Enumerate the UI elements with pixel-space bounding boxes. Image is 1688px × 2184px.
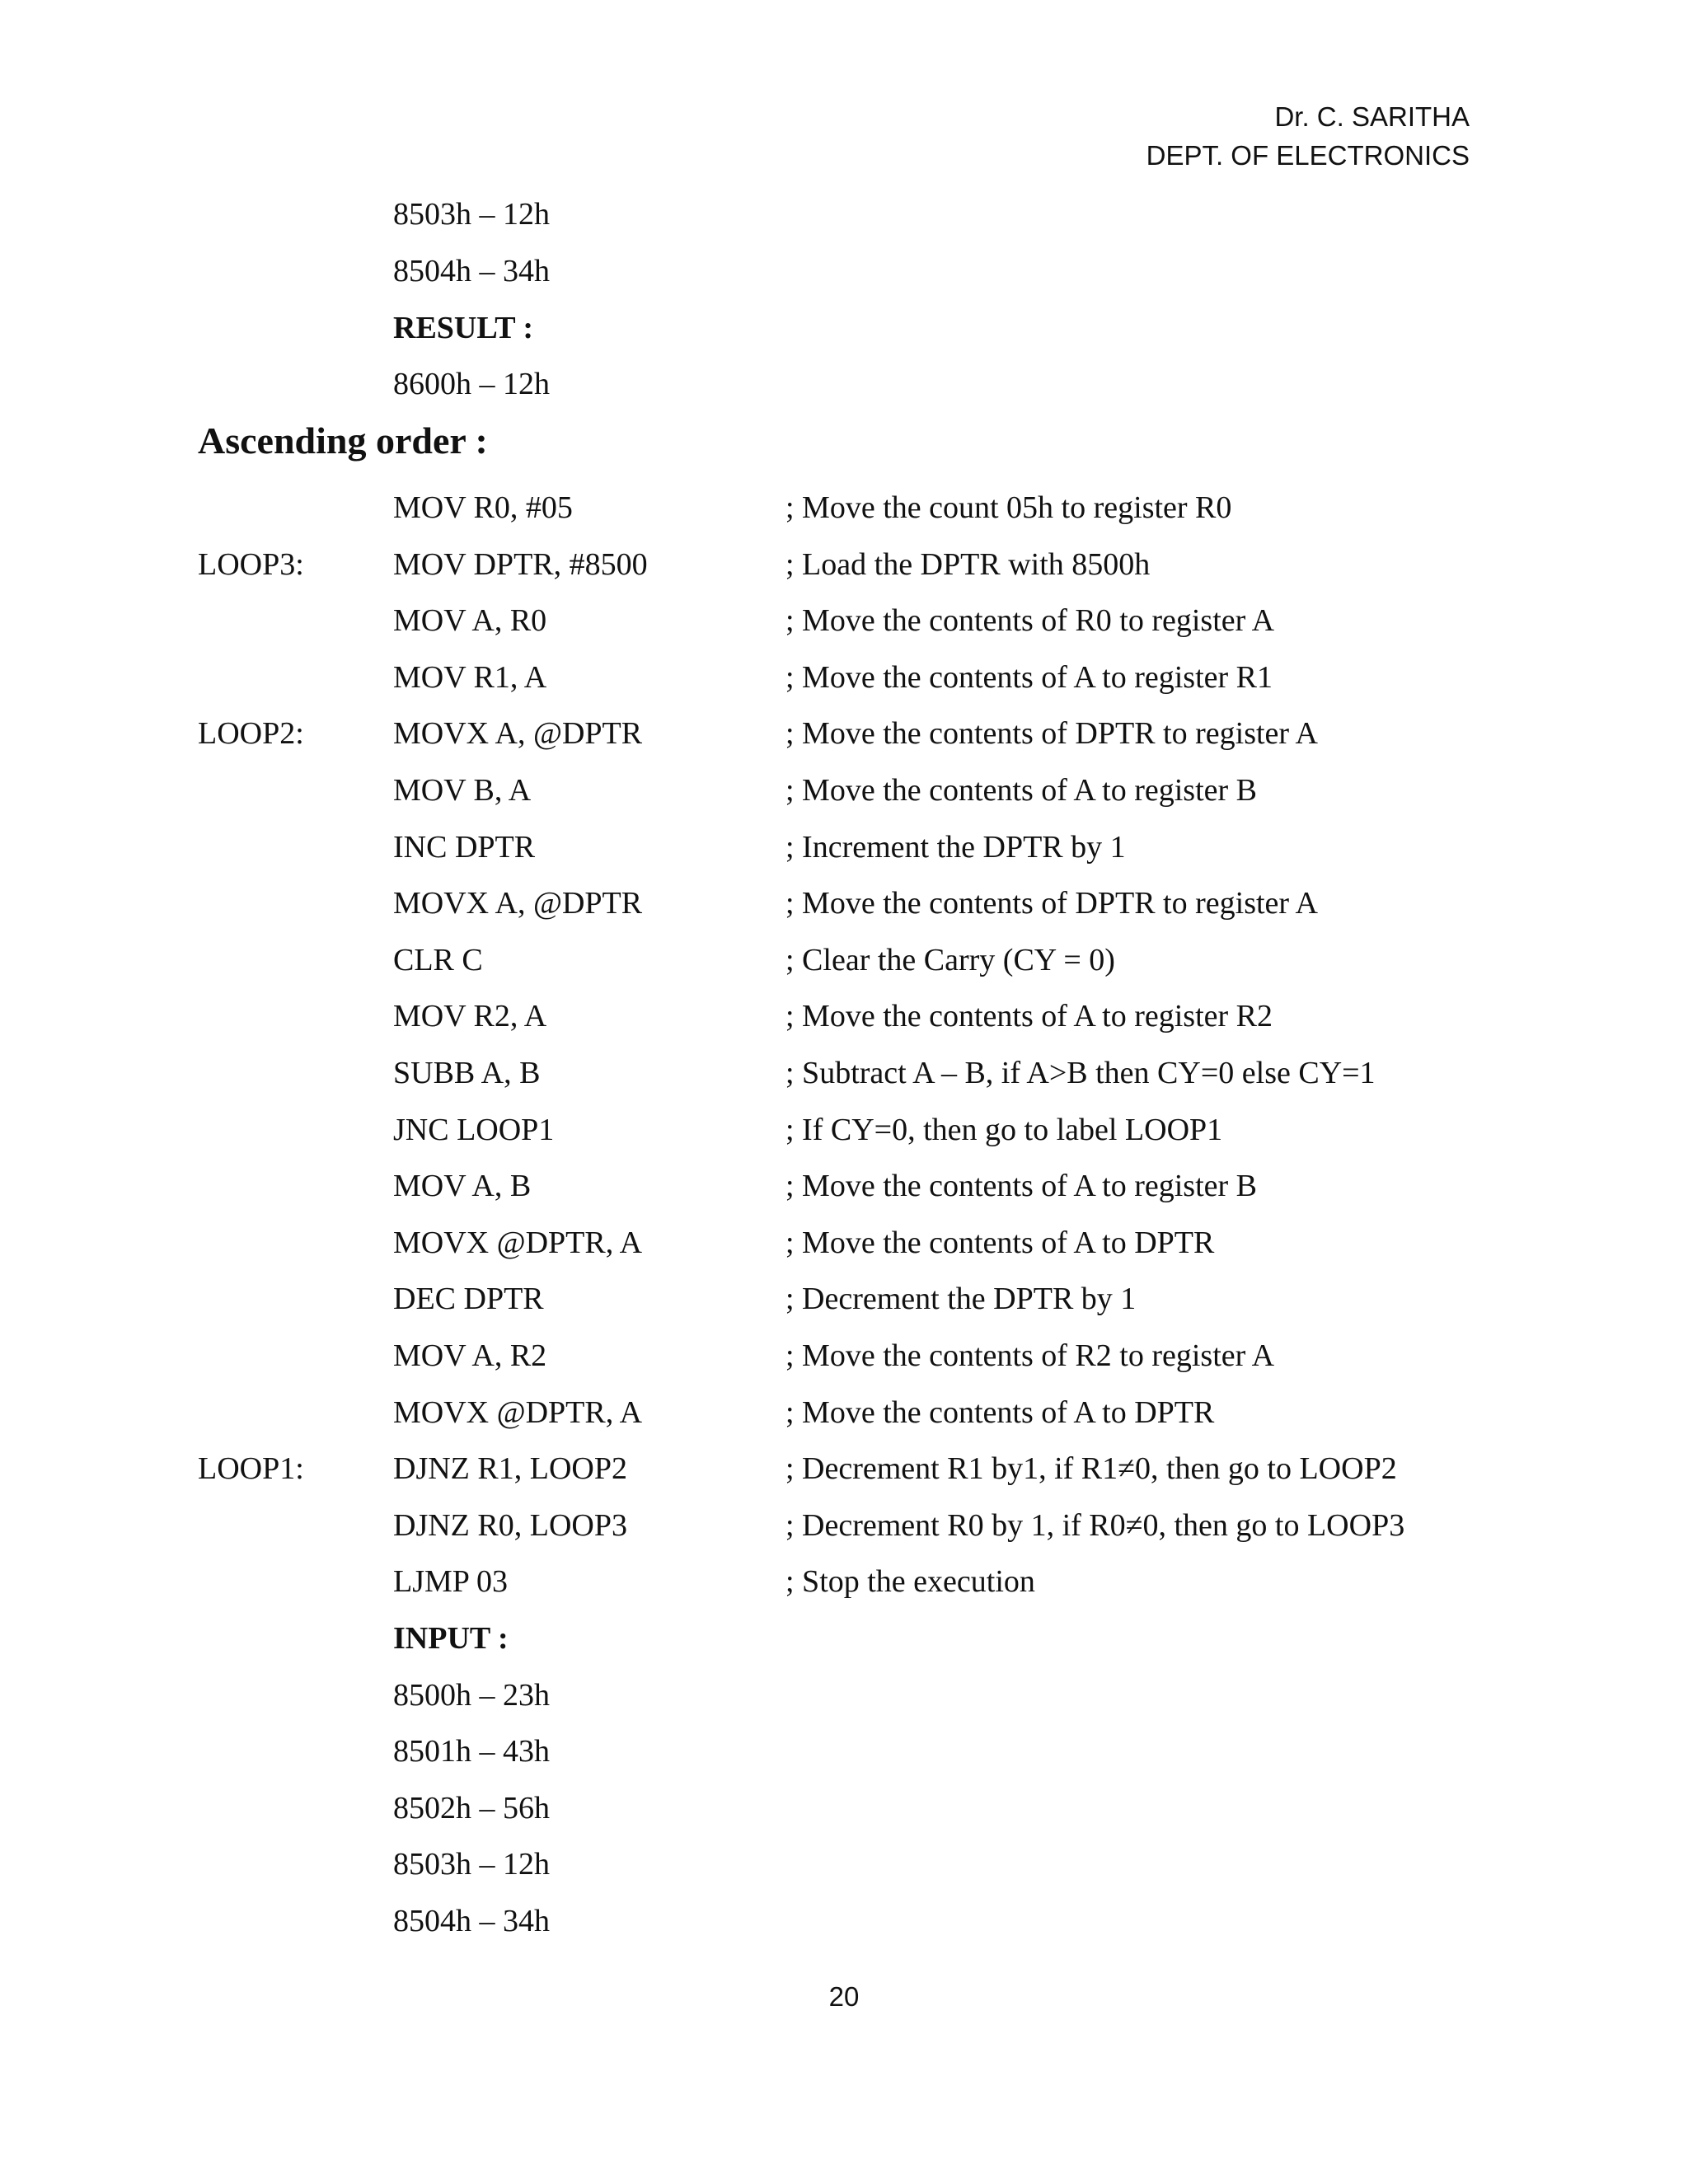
- program-label: LOOP2:: [198, 716, 304, 751]
- program-instruction: CLR C: [393, 943, 483, 977]
- program-instruction: MOV A, B: [393, 1169, 532, 1203]
- program-comment: ; Decrement R0 by 1, if R0≠0, then go to LOOP3: [785, 1508, 1405, 1543]
- program-instruction: MOV A, R0: [393, 603, 547, 638]
- program-comment: ; Move the contents of A to DPTR: [785, 1226, 1215, 1260]
- program-instruction: MOVX @DPTR, A: [393, 1226, 643, 1260]
- program-comment: ; Move the contents of A to register R1: [785, 660, 1273, 695]
- program-instruction: DJNZ R1, LOOP2: [393, 1451, 627, 1486]
- input-value: 8504h – 34h: [393, 1904, 550, 1938]
- program-instruction: INC DPTR: [393, 830, 536, 865]
- input-label: INPUT :: [393, 1621, 509, 1656]
- input-value: 8502h – 56h: [393, 1791, 550, 1825]
- program-instruction: MOV R0, #05: [393, 490, 573, 525]
- input-value: 8501h – 43h: [393, 1734, 550, 1769]
- program-instruction: MOV B, A: [393, 773, 532, 808]
- program-instruction: MOVX A, @DPTR: [393, 716, 643, 751]
- header-author: Dr. C. SARITHA: [1274, 101, 1470, 132]
- program-comment: ; Increment the DPTR by 1: [785, 830, 1126, 865]
- program-instruction: MOV A, R2: [393, 1338, 547, 1373]
- section-heading: Ascending order :: [198, 419, 488, 462]
- program-instruction: MOV R2, A: [393, 999, 547, 1033]
- previous-input-line: 8504h – 34h: [393, 254, 550, 288]
- program-comment: ; Move the contents of DPTR to register A: [785, 716, 1318, 751]
- program-instruction: DEC DPTR: [393, 1282, 544, 1316]
- program-instruction: JNC LOOP1: [393, 1113, 555, 1147]
- program-comment: ; Move the count 05h to register R0: [785, 490, 1232, 525]
- program-label: LOOP1:: [198, 1451, 304, 1486]
- program-comment: ; Move the contents of A to register R2: [785, 999, 1273, 1033]
- program-comment: ; If CY=0, then go to label LOOP1: [785, 1113, 1223, 1147]
- program-comment: ; Load the DPTR with 8500h: [785, 547, 1151, 582]
- program-instruction: LJMP 03: [393, 1564, 509, 1599]
- result-label: RESULT :: [393, 311, 534, 345]
- program-comment: ; Clear the Carry (CY = 0): [785, 943, 1115, 977]
- page-number: 20: [828, 1981, 860, 2012]
- input-value: 8503h – 12h: [393, 1847, 550, 1882]
- program-comment: ; Move the contents of A to register B: [785, 773, 1258, 808]
- program-instruction: MOVX @DPTR, A: [393, 1395, 643, 1430]
- program-comment: ; Move the contents of R0 to register A: [785, 603, 1275, 638]
- program-comment: ; Move the contents of R2 to register A: [785, 1338, 1275, 1373]
- program-instruction: MOV DPTR, #8500: [393, 547, 648, 582]
- result-value: 8600h – 12h: [393, 367, 550, 401]
- previous-input-line: 8503h – 12h: [393, 197, 550, 232]
- header-department: DEPT. OF ELECTRONICS: [1146, 140, 1470, 171]
- program-instruction: SUBB A, B: [393, 1056, 541, 1090]
- program-label: LOOP3:: [198, 547, 304, 582]
- program-comment: ; Decrement R1 by1, if R1≠0, then go to LOOP2: [785, 1451, 1397, 1486]
- program-comment: ; Move the contents of A to DPTR: [785, 1395, 1215, 1430]
- program-instruction: MOV R1, A: [393, 660, 547, 695]
- program-comment: ; Subtract A – B, if A>B then CY=0 else CY=1: [785, 1056, 1376, 1090]
- program-comment: ; Move the contents of DPTR to register A: [785, 886, 1318, 921]
- program-instruction: DJNZ R0, LOOP3: [393, 1508, 627, 1543]
- page-header: [1146, 97, 1470, 175]
- program-comment: ; Decrement the DPTR by 1: [785, 1282, 1137, 1316]
- program-comment: ; Move the contents of A to register B: [785, 1169, 1258, 1203]
- program-comment: ; Stop the execution: [785, 1564, 1035, 1599]
- input-value: 8500h – 23h: [393, 1678, 550, 1713]
- program-instruction: MOVX A, @DPTR: [393, 886, 643, 921]
